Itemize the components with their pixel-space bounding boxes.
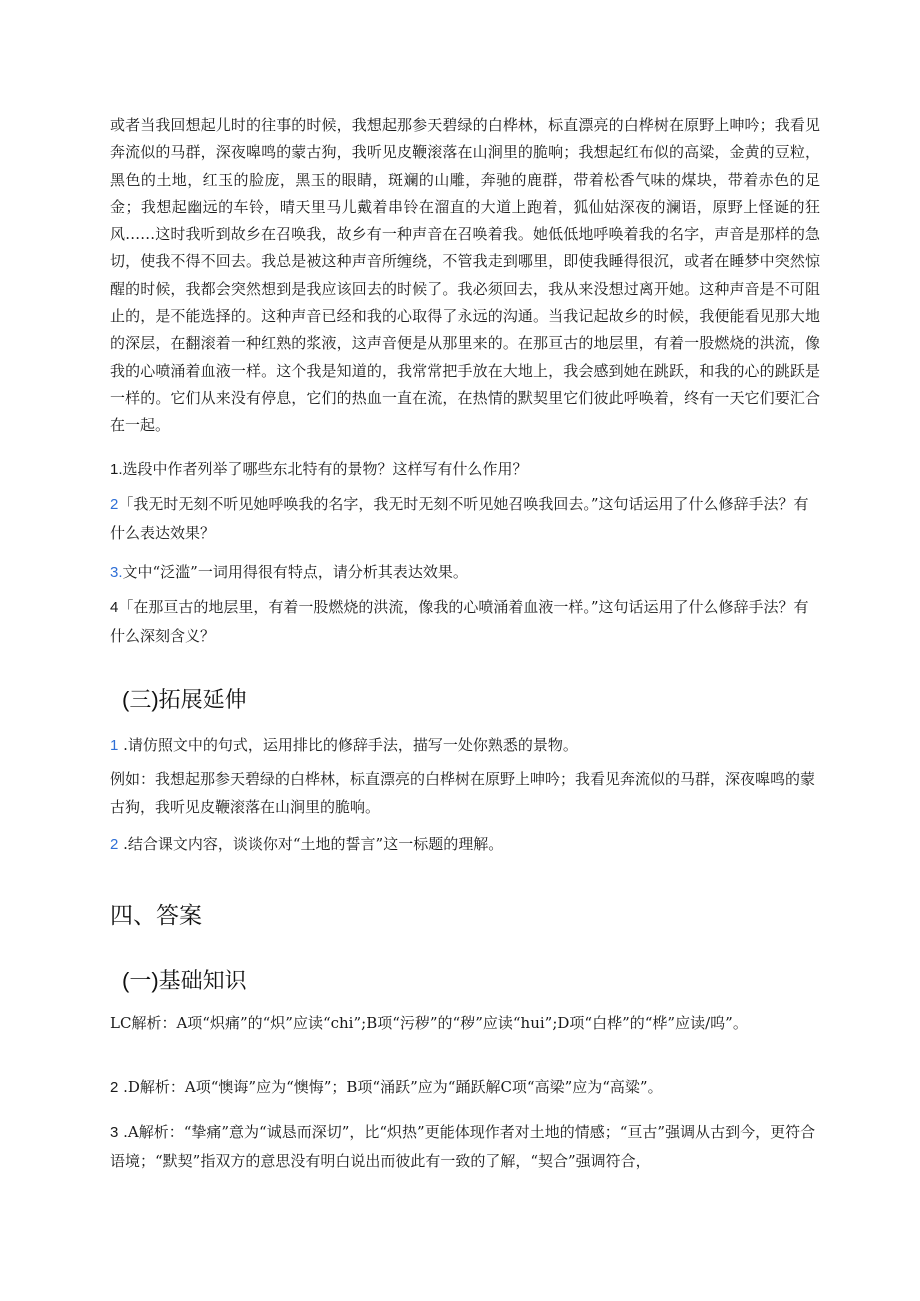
- answer-text: .A解析：“挚痛”意为“诚恳而深切”，比“炽热”更能体现作者对土地的情感；“亘古”强调从古到今，更符合语境；“默契”指双方的意思没有明白说出而彼此有一致的了解，“契合”强调符合，: [110, 1123, 816, 1170]
- question-text: 「在那亘古的地层里，有着一股燃烧的洪流，像我的心喷涌着血液一样。”这句话运用了什么修辞手法？有什么深刻含义？: [110, 598, 809, 645]
- answer-2: [110, 1073, 820, 1102]
- question-number: 3.: [110, 564, 123, 581]
- answer-number: 3: [110, 1124, 119, 1141]
- question-text: 文中“泛滥”一词用得很有特点，请分析其表达效果。: [122, 563, 468, 581]
- answer-text: .D解析：A项“懊诲”应为“懊悔”；B项“涌跃”应为“踊跃解C项“高梁”应为“高粱”。: [118, 1078, 663, 1096]
- question-1: [110, 455, 820, 484]
- answer-number: 2: [110, 1079, 119, 1096]
- question-2: [110, 490, 820, 547]
- passage-paragraph: 或者当我回想起儿时的往事的时候，我想起那参天碧绿的白桦林，标直漂亮的白桦树在原野上呻吟；我看见奔流似的马群，深夜嗥鸣的蒙古狗，我听见皮鞭滚落在山涧里的脆响；我想起红布似的高粱，金黄的豆粒，黑色的土地，红玉的脸庞，黑玉的眼睛，斑斓的山雕，奔驰的鹿群，带着松香气味的煤块，带着赤色的足金；我想起幽远的车铃，晴天里马儿戴着串铃在溜直的大道上跑着，狐仙姑深夜的澜语，原野上怪诞的狂风……这时我听到故乡在召唤我，故乡有一种声音在召唤着我。她低低地呼唤着我的名字，声音是那样的急切，使我不得不回去。我总是被这种声音所缠绕，不管我走到哪里，即使我睡得很沉，或者在睡梦中突然惊醒的时候，我都会突然想到是我应该回去的时候了。我必须回去，我从来没想过离开她。这种声音是不可阻止的，是不能选择的。这种声音已经和我的心取得了永远的沟通。当我记起故乡的时候，我便能看见那大地的深层，在翻滚着一种红熟的浆液，这声音便是从那里来的。在那亘古的地层里，有着一股燃烧的洪流，像我的心喷涌着血液一样。这个我是知道的，我常常把手放在大地上，我会感到她在跳跃，和我的心的跳跃是一样的。它们从来没有停息，它们的热血一直在流，在热情的默契里它们彼此呼唤着，终有一天它们要汇合在一起。: [110, 116, 820, 435]
- question-number: 2: [110, 496, 119, 513]
- extension-example: 例如：我想起那参天碧绿的白桦林，标直漂亮的白桦树在原野上呻吟；我看见奔流似的马群，深夜嗥鸣的蒙古狗，我听见皮鞭滚落在山涧里的脆响。: [110, 770, 816, 816]
- question-number: 1.: [110, 461, 123, 478]
- question-4: [110, 593, 820, 650]
- question-text: .请仿照文中的句式，运用排比的修辞手法，描写一处你熟悉的景物。: [118, 736, 578, 754]
- question-number: 1: [110, 737, 119, 754]
- extension-question-1: [110, 731, 820, 760]
- question-3: [110, 558, 820, 587]
- extension-question-2: [110, 830, 820, 859]
- section-heading-answers: 四、答案: [110, 902, 202, 928]
- question-text: 「我无时无刻不听见她呼唤我的名字，我无时无刻不听见她召唤我回去。”这句话运用了什么修辞手法？有什么表达效果？: [110, 495, 809, 542]
- question-text: 选段中作者列举了哪些东北特有的景物？这样写有什么作用？: [122, 460, 528, 478]
- answer-1: [110, 1009, 820, 1038]
- answer-3: [110, 1118, 820, 1175]
- question-number: 4: [110, 599, 119, 616]
- question-text: .结合课文内容，谈谈你对“土地的誓言”这一标题的理解。: [118, 835, 504, 853]
- section-heading-basic-knowledge: (一)基础知识: [122, 968, 247, 993]
- section-heading-extension: (三)拓展延伸: [122, 687, 247, 712]
- answer-text: LC解析：A项“炽痛”的“炽”应读“chi”;B项“污秽”的“秽”应读“hui”;D项“白桦”的“桦”应读/呜”。: [110, 1014, 748, 1032]
- question-number: 2: [110, 836, 119, 853]
